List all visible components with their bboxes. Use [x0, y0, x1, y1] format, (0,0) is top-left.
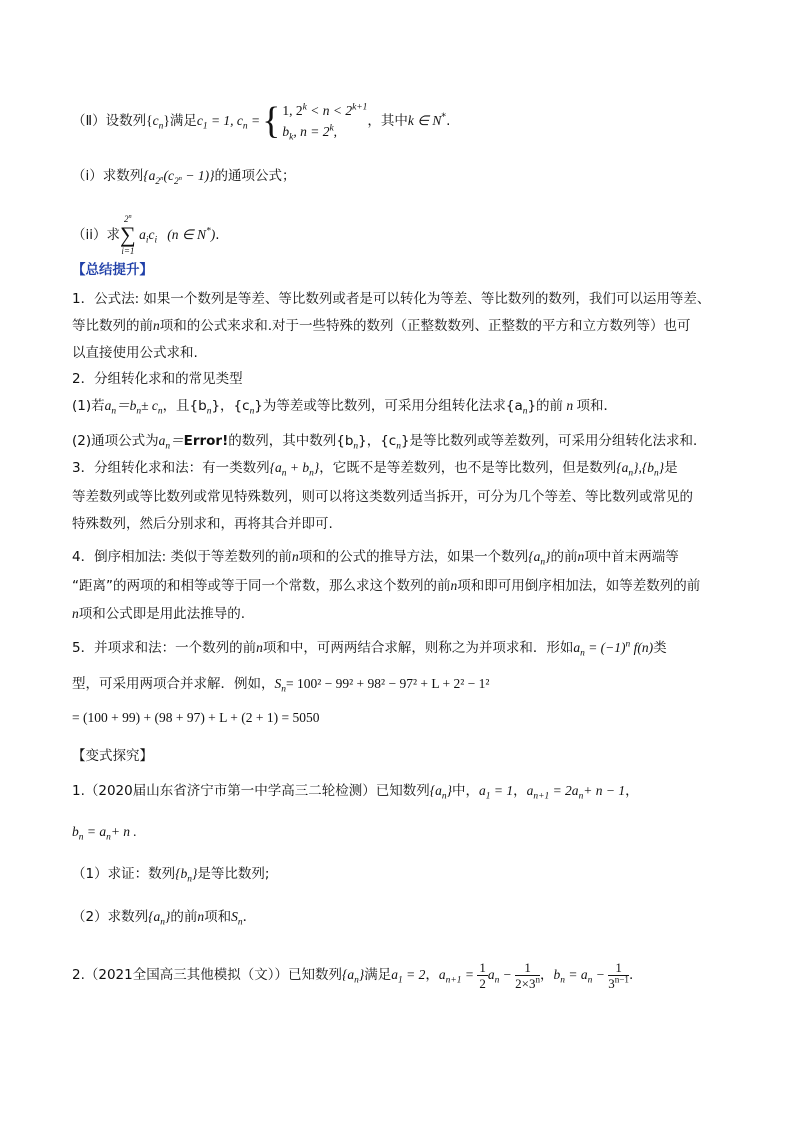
p5-l1b: 项和中，可两两结合求解，则称之为并项求和．形如 [262, 640, 574, 656]
sub-i-expr: $\{a_{2^n}(c_{2^n} - 1)\}$ [143, 168, 215, 187]
p4-l2a: “距离”的两项的和相等或等于同一个常数，那么求这个数列的前 [72, 578, 451, 594]
part-ii-dot: . [446, 113, 451, 129]
q1-line2: $b_n = a_n+ n$ . [72, 824, 137, 843]
p4-an: $\{a_n\}$ [528, 549, 551, 568]
set-c-n: $\{c_n\}$ [146, 113, 170, 132]
summary-p2b: (2)通项公式为$a_n=Error$!的数列，其中数列$\{b_n\}$，$\{c_n\}$是等比数列或等差数列，可采用分组转化法求和． [72, 433, 707, 452]
p3-l1c: 是 [664, 460, 678, 476]
sub-i-line [72, 166, 732, 186]
p2b-2: 的数列，其中数列{b [228, 433, 354, 449]
frac-one-over-3n-1: $\frac{1}{3^{n-1}}$ [608, 959, 629, 991]
p1-l2a: 等比数列的前 [72, 318, 153, 334]
k-in-n: k ∈ N [407, 113, 442, 128]
var-n: n [153, 318, 160, 333]
p2b-4: }是等比数列或等差数列，可采用分组转化法求和． [400, 433, 707, 449]
p4-l1c: 的前 [550, 549, 578, 565]
p4-l1d: 项中首末两端等 [584, 549, 679, 565]
summary-p4-line3: n项和公式即是用此法推导的. [72, 606, 246, 622]
q2-line: 2.（2021全国高三其他模拟（文））已知数列$\{a_n\}$满足$a_1 = 2$，$a_{n+1}$ = $\frac{1}{2}$ $a_n$ − $\frac{1}{2\times 3^n}$ ，$b_n = a_n$ − $\frac{1}{3^{n-1}}$ . [72, 959, 634, 991]
summary-p2: 2．分组转化求和的常见类型 [72, 371, 243, 387]
p2a-3: }，{c [211, 398, 250, 414]
q1-l2b: + n . [110, 824, 137, 839]
p5-l1c: 类 [653, 640, 667, 656]
frac-one-over-2x3n: $\frac{1}{2\times 3^n}$ [515, 959, 541, 991]
p3-expr1: $\{a_n + b_n\}$ [269, 460, 320, 479]
q1-p2a: （2）求数列 [72, 909, 149, 925]
summary-p4-line2: “距离”的两项的和相等或等于同一个常数，那么求这个数列的前n项和即可用倒序相加法，如等差数列的前 [72, 578, 701, 594]
q1-p1b: 是等比数列; [197, 866, 270, 882]
p5-l1a: 5．并项求和法：一个数列的前 [72, 640, 257, 656]
sub-ii-line [72, 214, 732, 256]
piecewise-cases: 1, $2^k < n < 2^{k+1}$ $b_k$, $n = 2^k$, [282, 102, 368, 143]
q1-p1a: （1）求证：数列 [72, 866, 176, 882]
summary-p3-line3: 特殊数列，然后分别求和，再将其合并即可. [72, 516, 333, 532]
part-ii-prefix: （Ⅱ）设数列 [72, 113, 147, 129]
sub-ii-suffix: . [215, 227, 220, 243]
p5-form: $a_n = (-1)^n$ f(n) [573, 639, 654, 659]
sub-i-prefix: （i）求数列 [72, 168, 144, 184]
summary-heading: 【总结提升】 [72, 262, 153, 278]
p4-l1b: 项和的公式的推导方法，如果一个数列 [298, 549, 529, 565]
q1-l1a: 1.（2020届山东省济宁市第一中学高三二轮检测）已知数列 [72, 783, 430, 799]
sub-ii-prefix: （ii）求 [72, 227, 121, 243]
p3-expr2: $\{a_n\},\{b_n\}$ [616, 460, 665, 479]
q1-rec2: + n − 1 [583, 783, 626, 798]
frac-half: $\frac{1}{2}$ [479, 959, 486, 991]
p2b-1: (2)通项公式为 [72, 433, 159, 449]
case2b: , n = 2 [293, 124, 330, 139]
p2a-expr: $a_n=b_n\pm c_n$ [104, 398, 163, 417]
sub-i-suffix: 的通项公式； [214, 168, 296, 184]
p3-l1a: 3．分组转化求和法：有一类数列 [72, 460, 270, 476]
summary-p1-line2 [72, 316, 732, 336]
p5-l2b: = 100² − 99² + 98² − 97² + L + 2² − 1² [285, 676, 490, 691]
q1-p2c: 项和 [204, 909, 232, 925]
part-ii-suffix: ，其中 [367, 113, 408, 129]
summary-p3-line1 [72, 458, 732, 478]
p2a-6: 项和． [576, 398, 618, 414]
part-ii-cond: 满足 [169, 113, 197, 129]
p2b-3: }，{c [358, 433, 397, 449]
case2: b [282, 124, 290, 139]
c1-eq: $c_1 = 1$, $c_n$ = [196, 113, 261, 132]
p4-l2b: 项和即可用倒序相加法，如等差数列的前 [457, 578, 701, 594]
summary-p1-line3: 以直接使用公式求和. [72, 345, 198, 361]
case1b: < n < 2 [306, 103, 353, 118]
p4-l3: 项和公式即是用此法推导的. [78, 606, 246, 622]
q1-part2: （2）求数列$\{a_n\}$的前n项和$S_n$． [72, 909, 257, 928]
q1-line1: 1.（2020届山东省济宁市第一中学高三二轮检测）已知数列$\{a_n\}$中，$a_1 = 1$，$a_{n+1} = 2a_n+ n - 1$， [72, 783, 639, 802]
q1-a1: = 1 [493, 783, 514, 798]
q1-l1b: 中， [452, 783, 480, 799]
p2a-2: ，且{b [162, 398, 207, 414]
q2-a: 2.（2021全国高三其他模拟（文））已知数列 [72, 967, 342, 983]
cases-brace: { [262, 100, 281, 142]
p5-sn: $S_n$ [274, 676, 286, 695]
q2-a1: = 2 [406, 967, 426, 982]
q1-l2: = a [86, 824, 107, 839]
p3-l1b: ，它既不是等差数列，也不是等比数列，但是数列 [319, 460, 617, 476]
summary-p4-line1: 4．倒序相加法: 类似于等差数列的前n项和的公式的推导方法，如果一个数列$\{a_n\}$的前n项中首末两端等 [72, 549, 679, 568]
error-field: Error! [183, 433, 229, 449]
p2b-an: $a_n=$ [158, 433, 184, 452]
summary-p5-line3: = (100 + 99) + (98 + 97) + L + (2 + 1) = 5050 [72, 710, 320, 725]
case1: 1, 2 [282, 103, 303, 118]
q1-p2b: 的前 [170, 909, 198, 925]
p5-l2a: 型，可采用两项合并求解．例如， [72, 676, 275, 692]
summary-p1-line1: 1．公式法: 如果一个数列是等差、等比数列或者是可以转化为等差、等比数列的数列，我们可以运用等差、 [72, 291, 711, 307]
p2a-1: (1)若 [72, 398, 105, 414]
p4-l1a: 4．倒序相加法: 类似于等差数列的前 [72, 549, 292, 565]
variants-heading: 【变式探究】 [72, 748, 153, 764]
sum-term: $a_ic_i$ (n ∈ N*) [135, 226, 216, 246]
p2a-5: }的前 [527, 398, 564, 414]
p2a-4: }为等差或等比数列，可采用分组转化法求{a [254, 398, 523, 414]
summary-p5-line2 [72, 674, 732, 694]
q2-b: 满足 [364, 967, 392, 983]
q1-rec: = 2a [552, 783, 579, 798]
p1-l2b: 项和的公式来求和.对于一些特殊的数列（正整数数列、正整数的平方和立方数列等）也可 [159, 318, 691, 334]
part-ii-line: （Ⅱ）设数列$\{c_n\}$满足$c_1 = 1$, $c_n$ ={ 1, $2^k < n < 2^{k+1}$ $b_k$, $n = 2^k$, ，其中k ∈ N*. [72, 100, 451, 143]
summary-p5-line1: 5．并项求和法：一个数列的前n项和中，可两两结合求解，则称之为并项求和．形如$a_n = (-1)^n$ f(n)类 [72, 639, 667, 659]
q1-part1: （1）求证：数列$\{b_n\}$是等比数列; [72, 866, 270, 885]
summary-p2a: (1)若$a_n=b_n\pm c_n$，且$\{b_n\}$，$\{c_n\}$为等差或等比数列，可采用分组转化法求$\{a_n\}$的前 n 项和． [72, 398, 618, 417]
sum-symbol: 2$^n$ ∑ i=1 [120, 213, 136, 256]
summary-p3-line2: 等差数列或等比数列或常见特殊数列，则可以将这类数列适当拆开，可分为几个等差、等比数列或常见的 [72, 489, 693, 505]
